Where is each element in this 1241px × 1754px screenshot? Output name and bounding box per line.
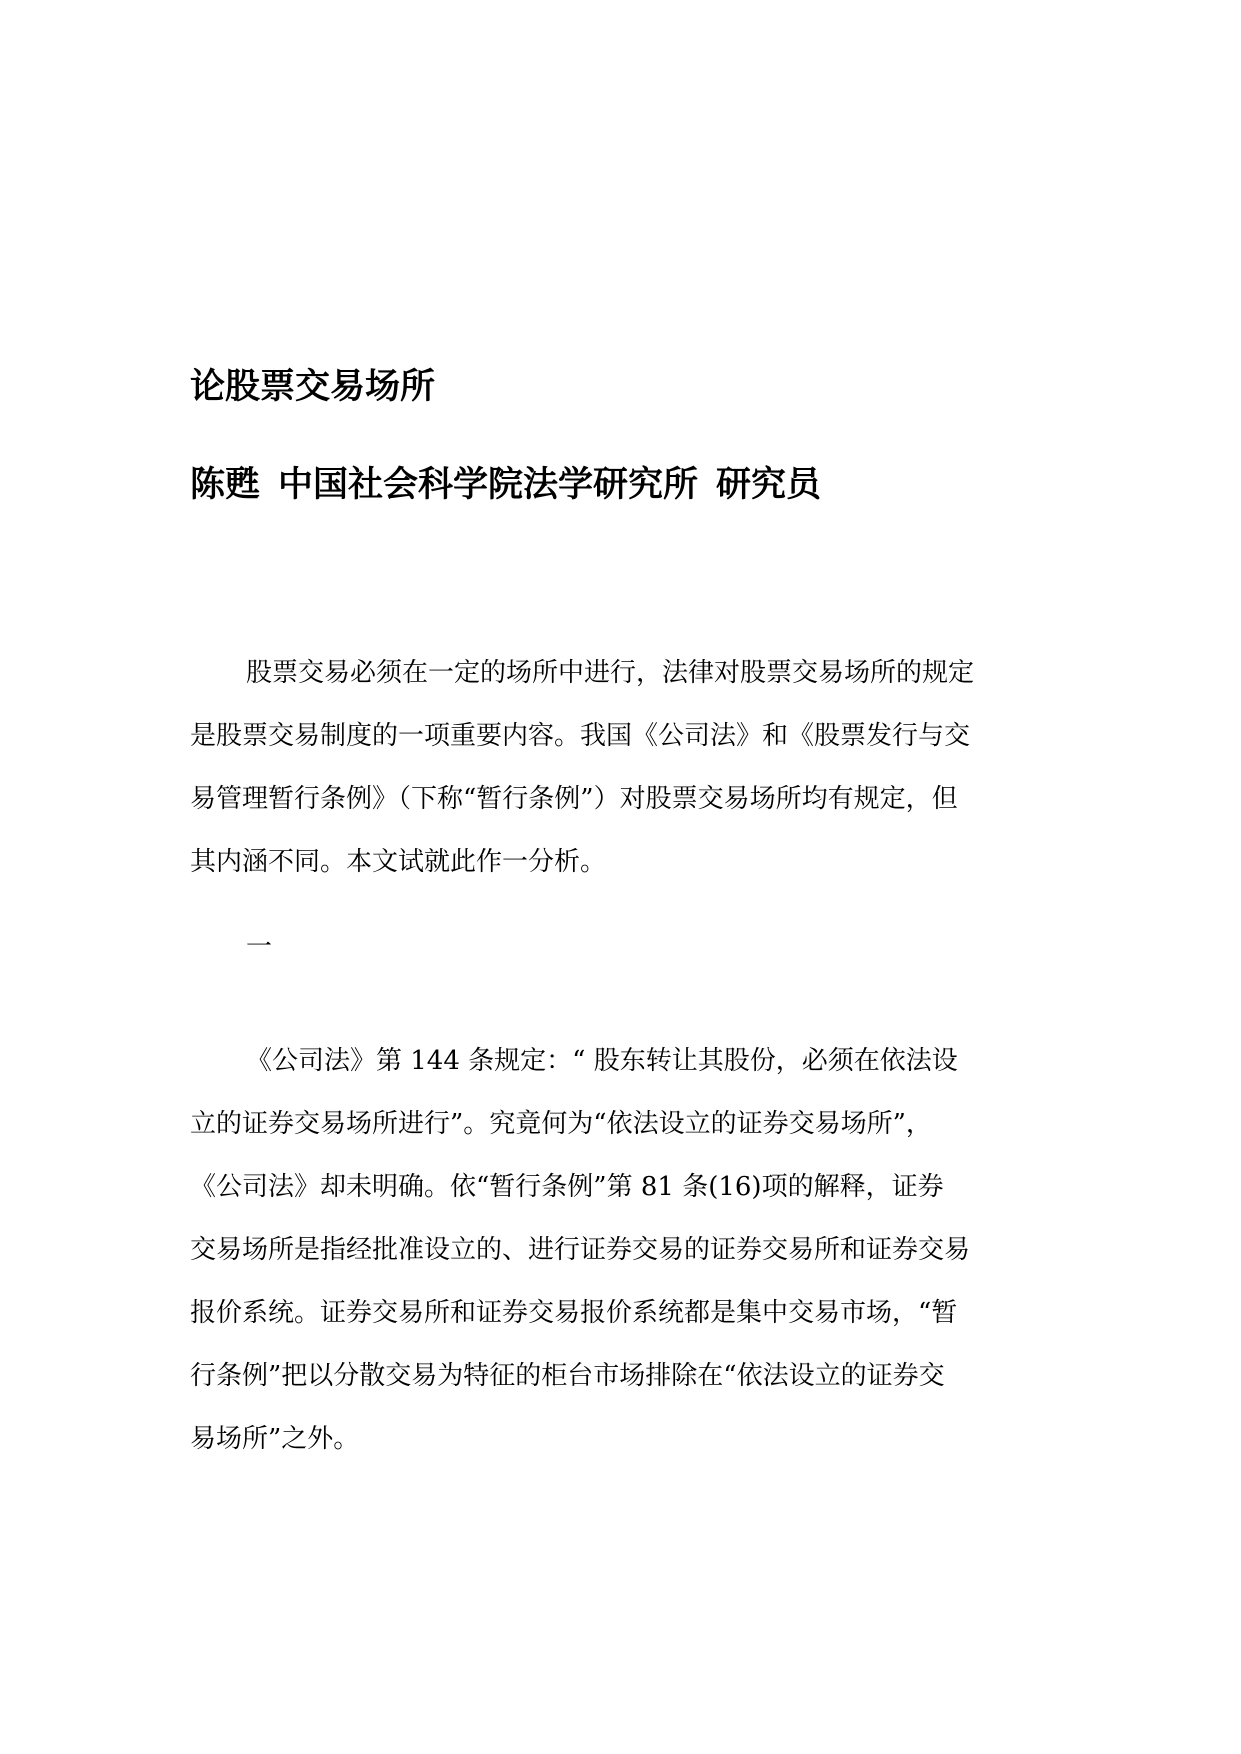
paragraph-line: 《公司法》第 144 条规定：“ 股东转让其股份，必须在依法设	[246, 1046, 958, 1076]
paragraph-line: 立的证券交易场所进行”。究竟何为“依法设立的证券交易场所”，	[190, 1109, 932, 1139]
paragraph-line: 易管理暂行条例》（下称“暂行条例”）对股票交易场所均有规定，但	[190, 784, 958, 814]
section-number: 一	[246, 932, 273, 962]
article-title: 论股票交易场所	[190, 367, 436, 407]
paragraph-line: 交易场所是指经批准设立的、进行证券交易的证券交易所和证券交易	[190, 1235, 971, 1265]
author-affiliation: 中国社会科学院法学研究所	[278, 465, 699, 505]
paragraph-line: 股票交易必须在一定的场所中进行，法律对股票交易场所的规定	[246, 658, 975, 688]
paragraph-line: 行条例”把以分散交易为特征的柜台市场排除在“依法设立的证券交	[190, 1361, 945, 1391]
author-name: 陈甦	[190, 465, 261, 505]
paragraph-line: 《公司法》却未明确。依“暂行条例”第 81 条(16)项的解释，证券	[190, 1172, 944, 1202]
paragraph-line: 是股票交易制度的一项重要内容。我国《公司法》和《股票发行与交	[190, 721, 971, 751]
paragraph-line: 其内涵不同。本文试就此作一分析。	[190, 847, 607, 877]
paragraph-intro	[190, 642, 1056, 894]
author-byline	[190, 460, 821, 510]
section-heading	[190, 916, 1056, 979]
paragraph-line: 报价系统。证券交易所和证券交易报价系统都是集中交易市场，“暂	[190, 1298, 958, 1328]
paragraph-line: 易场所”之外。	[190, 1424, 360, 1454]
paragraph-section-one	[190, 1030, 1056, 1471]
author-position: 研究员	[716, 465, 822, 505]
